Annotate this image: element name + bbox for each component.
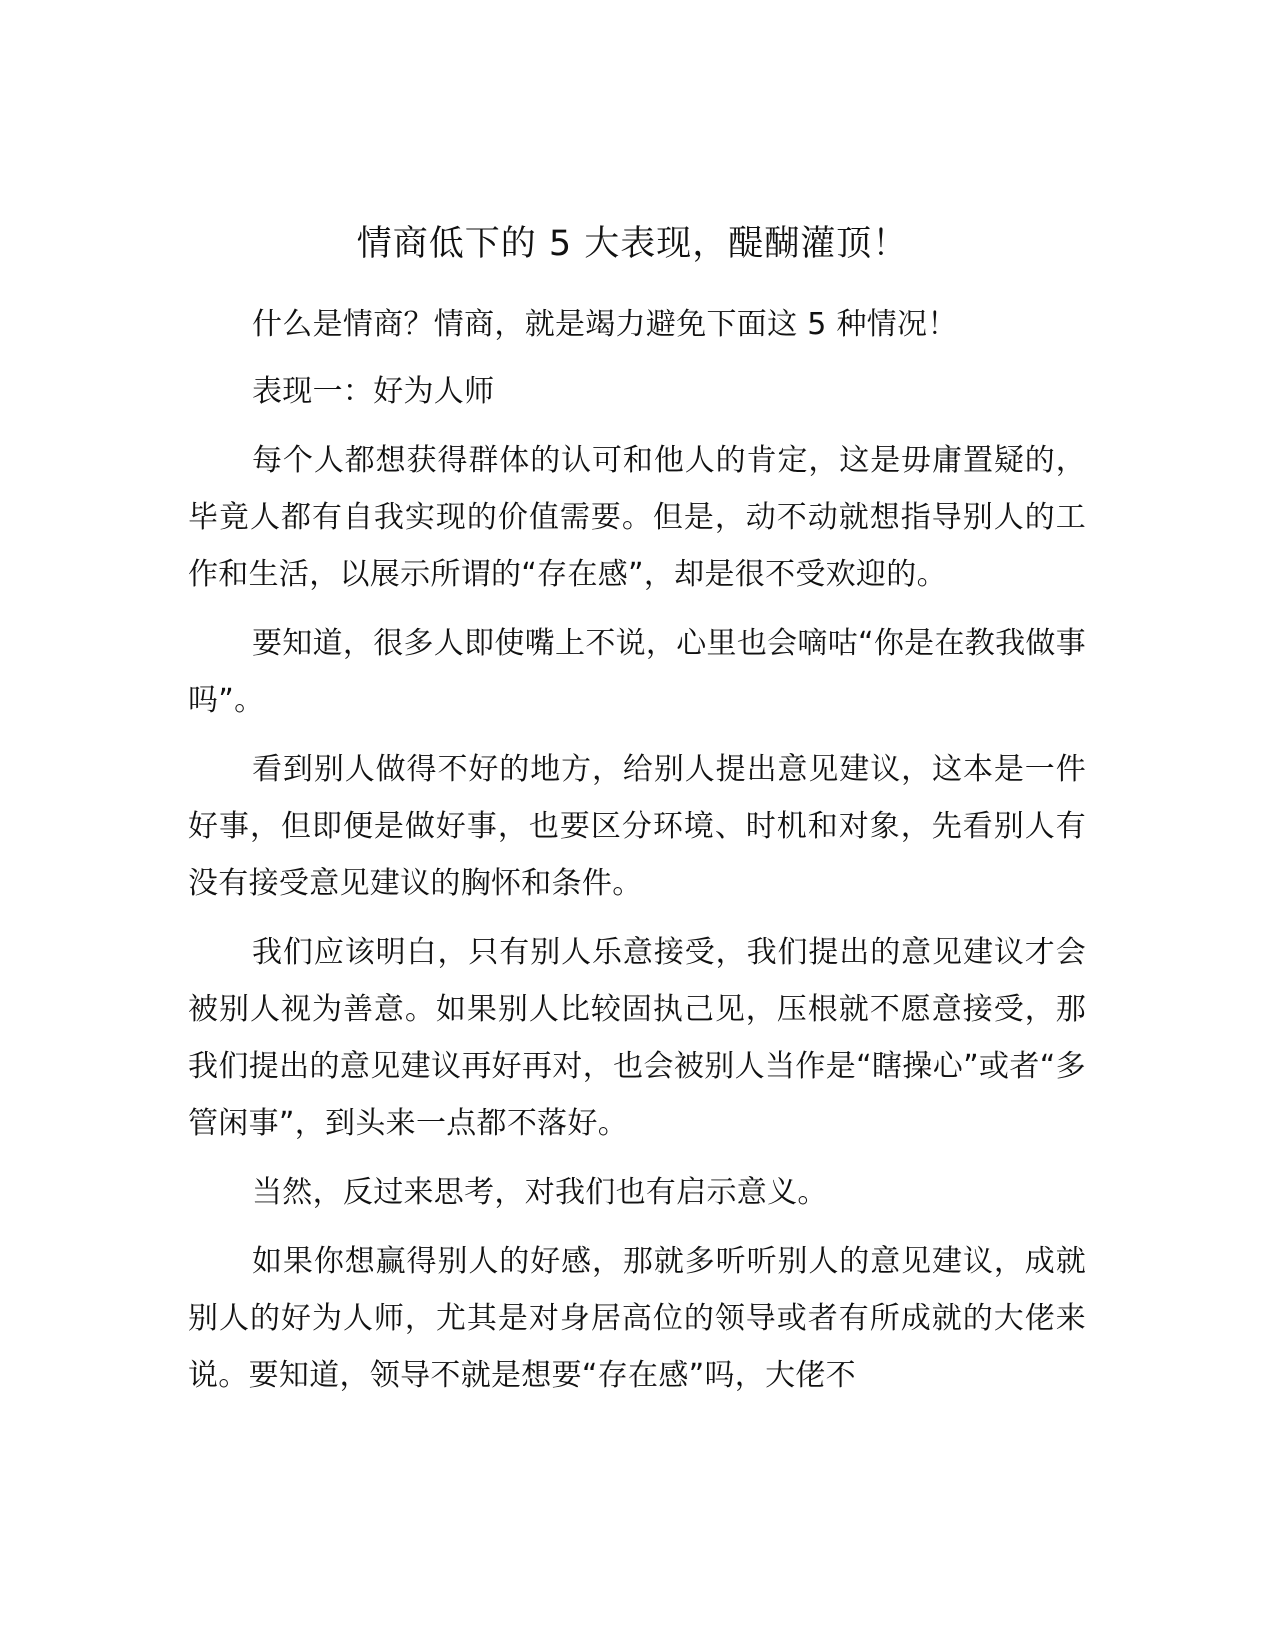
body-paragraph: 我们应该明白，只有别人乐意接受，我们提出的意见建议才会被别人视为善意。如果别人比较固执己见，压根就不愿意接受，那我们提出的意见建议再好再对，也会被别人当作是“瞎操心”或者“多管闲事”，到头来一点都不落好。 (188, 935, 1086, 1141)
body-paragraph: 看到别人做得不好的地方，给别人提出意见建议，这本是一件好事，但即便是做好事，也要区分环境、时机和对象，先看别人有没有接受意见建议的胸怀和条件。 (188, 752, 1086, 901)
body-paragraph: 要知道，很多人即使嘴上不说，心里也会嘀咕“你是在教我做事吗”。 (188, 626, 1086, 718)
document-title: 情商低下的 5 大表现，醍醐灌顶！ (356, 224, 909, 264)
intro-paragraph: 什么是情商？情商，就是竭力避免下面这 5 种情况！ (252, 307, 958, 342)
section-heading: 表现一：好为人师 (252, 374, 495, 409)
body-paragraph: 当然，反过来思考，对我们也有启示意义。 (252, 1175, 828, 1210)
document-body (188, 296, 1086, 1404)
body-paragraph: 如果你想赢得别人的好感，那就多听听别人的意见建议，成就别人的好为人师，尤其是对身居高位的领导或者有所成就的大佬来说。要知道，领导不就是想要“存在感”吗，大佬不 (188, 1244, 1086, 1393)
body-paragraph: 每个人都想获得群体的认可和他人的肯定，这是毋庸置疑的，毕竟人都有自我实现的价值需要。但是，动不动就想指导别人的工作和生活，以展示所谓的“存在感”，却是很不受欢迎的。 (188, 443, 1086, 592)
